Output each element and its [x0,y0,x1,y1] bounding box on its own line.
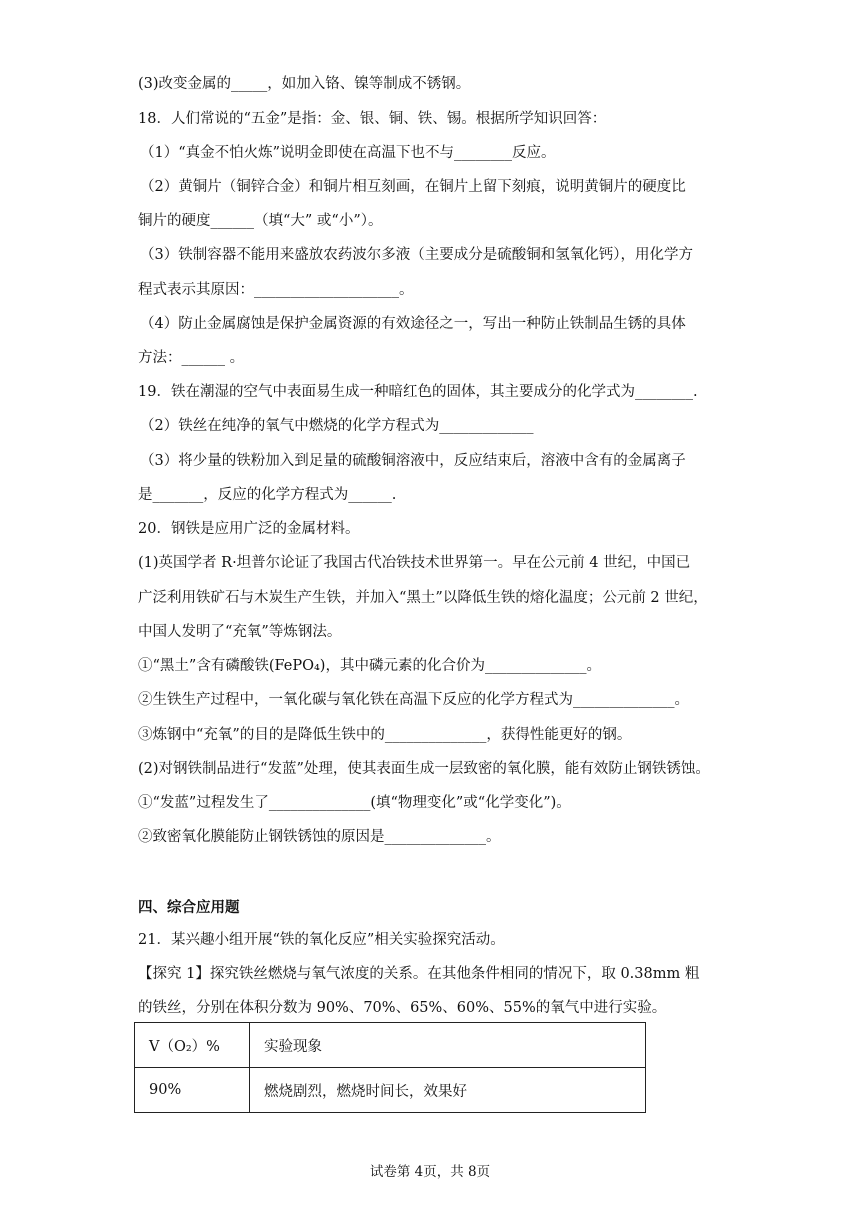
table-header-cell: V（O₂）% [135,1023,250,1068]
page-footer: 试卷第 4页，共 8页 [369,1164,491,1180]
text-line: （1）“真金不怕火炼”说明金即使在高温下也不与________反应。 [140,145,556,161]
text-line: (2)对钢铁制品进行“发蓝”处理，使其表面生成一层致密的氧化膜，能有效防止钢铁锈蚀。 [138,761,710,777]
text-line: （3）将少量的铁粉加入到足量的硫酸铜溶液中，反应结束后，溶液中含有的金属离子 [140,453,686,469]
text-line: ②致密氧化膜能防止钢铁锈蚀的原因是______________。 [138,829,501,845]
text-line: ①“发蓝”过程发生了______________(填“物理变化”或“化学变化”)。 [138,795,571,811]
question-20: 20．钢铁是应用广泛的金属材料。 [138,521,360,537]
question-21: 21．某兴趣小组开展“铁的氧化反应”相关实验探究活动。 [138,932,505,948]
table-header-row [135,1023,646,1068]
text-line: 广泛利用铁矿石与木炭生产生铁，并加入“黑土”以降低生铁的熔化温度；公元前 2 世纪， [138,590,708,606]
question-19: 19．铁在潮湿的空气中表面易生成一种暗红色的固体，其主要成分的化学式为________. [138,384,698,400]
text-line: （2）黄铜片（铜锌合金）和铜片相互刻画，在铜片上留下刻痕，说明黄铜片的硬度比 [140,179,686,195]
text-line: 的铁丝，分别在体积分数为 90%、70%、65%、60%、55%的氧气中进行实验。 [138,1000,667,1016]
text-line: 是_______，反应的化学方程式为______. [138,487,397,503]
experiment-table [134,1022,646,1113]
table-cell: 90% [135,1068,250,1113]
text-line: ①“黑土”含有磷酸铁(FePO₄)，其中磷元素的化合价为______________。 [138,658,601,674]
table-header-cell: 实验现象 [250,1023,646,1068]
question-18: 18．人们常说的“五金”是指：金、银、铜、铁、锡。根据所学知识回答： [138,111,607,127]
table-cell: 燃烧剧烈，燃烧时间长，效果好 [250,1068,646,1113]
text-line: ③炼钢中“充氧”的目的是降低生铁中的______________，获得性能更好的钢。 [138,727,632,743]
text-line: 【探究 1】探究铁丝燃烧与氧气浓度的关系。在其他条件相同的情况下，取 0.38mm 粗 [138,966,700,982]
text-line: (3)改变金属的_____，如加入铬、镍等制成不锈钢。 [138,76,471,92]
text-line: （4）防止金属腐蚀是保护金属资源的有效途径之一，写出一种防止铁制品生锈的具体 [140,316,686,332]
text-line: ②生铁生产过程中，一氧化碳与氧化铁在高温下反应的化学方程式为______________。 [138,692,689,708]
section-title: 四、综合应用题 [138,899,240,916]
text-line: （3）铁制容器不能用来盛放农药波尔多液（主要成分是硫酸铜和氢氧化钙），用化学方 [140,247,693,263]
text-line: （2）铁丝在纯净的氧气中燃烧的化学方程式为_____________ [140,418,534,434]
text-line: (1)英国学者 R·坦普尔论证了我国古代冶铁技术世界第一。早在公元前 4 世纪，中国已 [138,555,691,571]
text-line: 程式表示其原因：____________________。 [138,282,414,298]
text-line: 方法：______ 。 [138,350,245,366]
table-row [135,1068,646,1113]
text-line: 中国人发明了“充氧”等炼钢法。 [138,624,342,640]
text-line: 铜片的硬度______（填“大” 或“小”）。 [138,213,383,229]
